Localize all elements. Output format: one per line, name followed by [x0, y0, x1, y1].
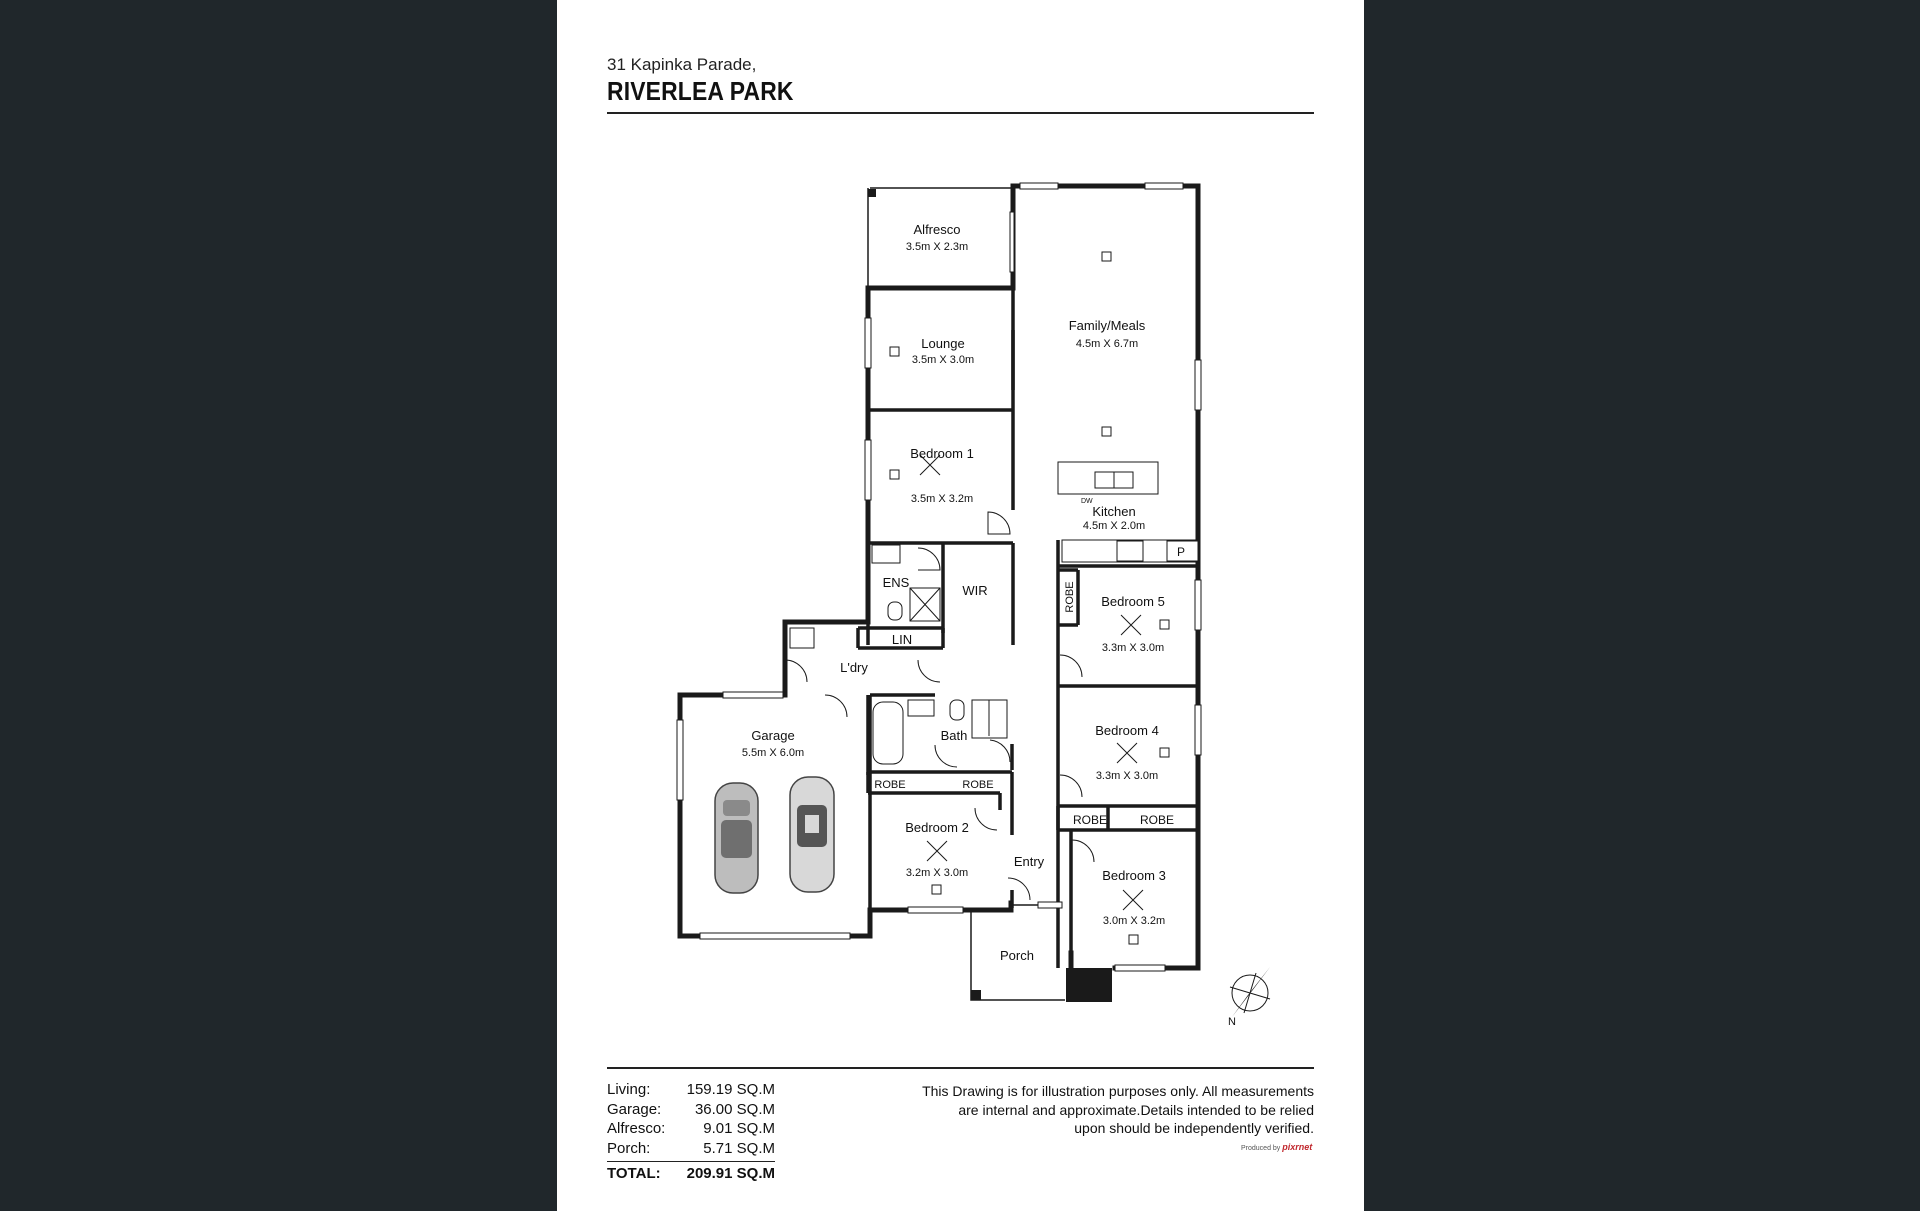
area-total-row — [607, 1161, 775, 1184]
room-name: ROBE — [1064, 581, 1076, 613]
total-label: TOTAL: — [607, 1165, 661, 1182]
producer-credit — [1241, 1142, 1312, 1152]
room-dims: 3.5m X 2.3m — [905, 241, 969, 253]
room-name: Lounge — [921, 336, 965, 351]
area-row — [607, 1080, 775, 1100]
area-row — [607, 1139, 775, 1159]
room-name: Family/Meals — [1068, 318, 1146, 333]
compass-icon — [1230, 967, 1270, 1017]
room-dims: 4.5m X 6.7m — [1075, 338, 1139, 350]
area-row — [607, 1100, 775, 1120]
room-name: ROBE — [1072, 813, 1108, 827]
dishwasher-label: DW — [1081, 498, 1093, 505]
alfresco-post — [868, 189, 876, 197]
room-name: WIR — [962, 583, 988, 598]
suburb-title: RIVERLEA PARK — [607, 76, 794, 106]
room-dims: 3.5m X 3.0m — [911, 354, 975, 366]
room-name: Bedroom 1 — [910, 446, 974, 461]
area-label: Garage: — [607, 1100, 662, 1118]
room-dims: 4.5m X 2.0m — [1082, 520, 1146, 532]
area-label: Alfresco: — [607, 1120, 666, 1137]
area-value: 36.00 SQ.M — [694, 1100, 775, 1118]
credit-prefix: Produced by — [1241, 1145, 1281, 1152]
room-name: L'dry — [840, 660, 868, 675]
car-icon — [790, 777, 834, 892]
area-row — [607, 1119, 775, 1139]
area-label: Porch: — [607, 1139, 651, 1157]
room-name: Bedroom 5 — [1101, 594, 1165, 609]
room-name: Bedroom 3 — [1102, 868, 1166, 883]
room-name: ENS — [882, 575, 910, 590]
pantry-label: P — [1176, 545, 1186, 559]
area-value: 159.19 SQ.M — [686, 1081, 775, 1098]
room-name: ROBE — [962, 779, 994, 791]
interior-walls — [785, 288, 1198, 968]
room-dims: 3.5m X 3.2m — [910, 493, 974, 505]
room-name: Entry — [1013, 854, 1045, 869]
total-value: 209.91 SQ.M — [686, 1165, 775, 1182]
street-address: 31 Kapinka Parade, — [607, 55, 757, 74]
room-dims: 3.3m X 3.0m — [1095, 770, 1159, 782]
room-name: ROBE — [874, 779, 906, 791]
room-name: ROBE — [1139, 813, 1175, 827]
compass-label: N — [1228, 1016, 1236, 1028]
room-name: LIN — [891, 632, 913, 647]
car-icon — [715, 783, 758, 893]
disclaimer-line: upon should be independently verified. — [1074, 1120, 1314, 1136]
floor-plan-diagram — [557, 0, 1364, 1211]
room-name: Bedroom 4 — [1095, 723, 1159, 738]
room-name: Alfresco — [913, 222, 961, 237]
area-schedule — [607, 1080, 775, 1184]
footer-rule — [607, 1067, 1314, 1069]
disclaimer — [857, 1082, 1314, 1138]
area-label: Living: — [607, 1081, 651, 1098]
porch-pillar — [1066, 968, 1112, 1002]
area-value: 9.01 SQ.M — [703, 1120, 775, 1137]
disclaimer-line: This Drawing is for illustration purposes only. All measurements — [922, 1083, 1314, 1099]
credit-brand: pixrnet — [1282, 1142, 1313, 1152]
room-dims: 3.2m X 3.0m — [905, 867, 969, 879]
room-dims: 3.3m X 3.0m — [1101, 642, 1165, 654]
floorplan-sheet — [557, 0, 1364, 1211]
room-name: Porch — [1000, 948, 1034, 963]
room-name: Bedroom 2 — [905, 820, 969, 835]
room-dims: 5.5m X 6.0m — [741, 747, 805, 759]
disclaimer-line: are internal and approximate.Details intended to be relied — [958, 1101, 1314, 1118]
porch-post — [971, 990, 981, 1000]
room-dims: 3.0m X 3.2m — [1102, 915, 1166, 927]
area-value: 5.71 SQ.M — [703, 1139, 775, 1157]
room-name: Kitchen — [1092, 504, 1136, 519]
room-name: Garage — [751, 728, 795, 743]
room-name: Bath — [940, 728, 968, 743]
